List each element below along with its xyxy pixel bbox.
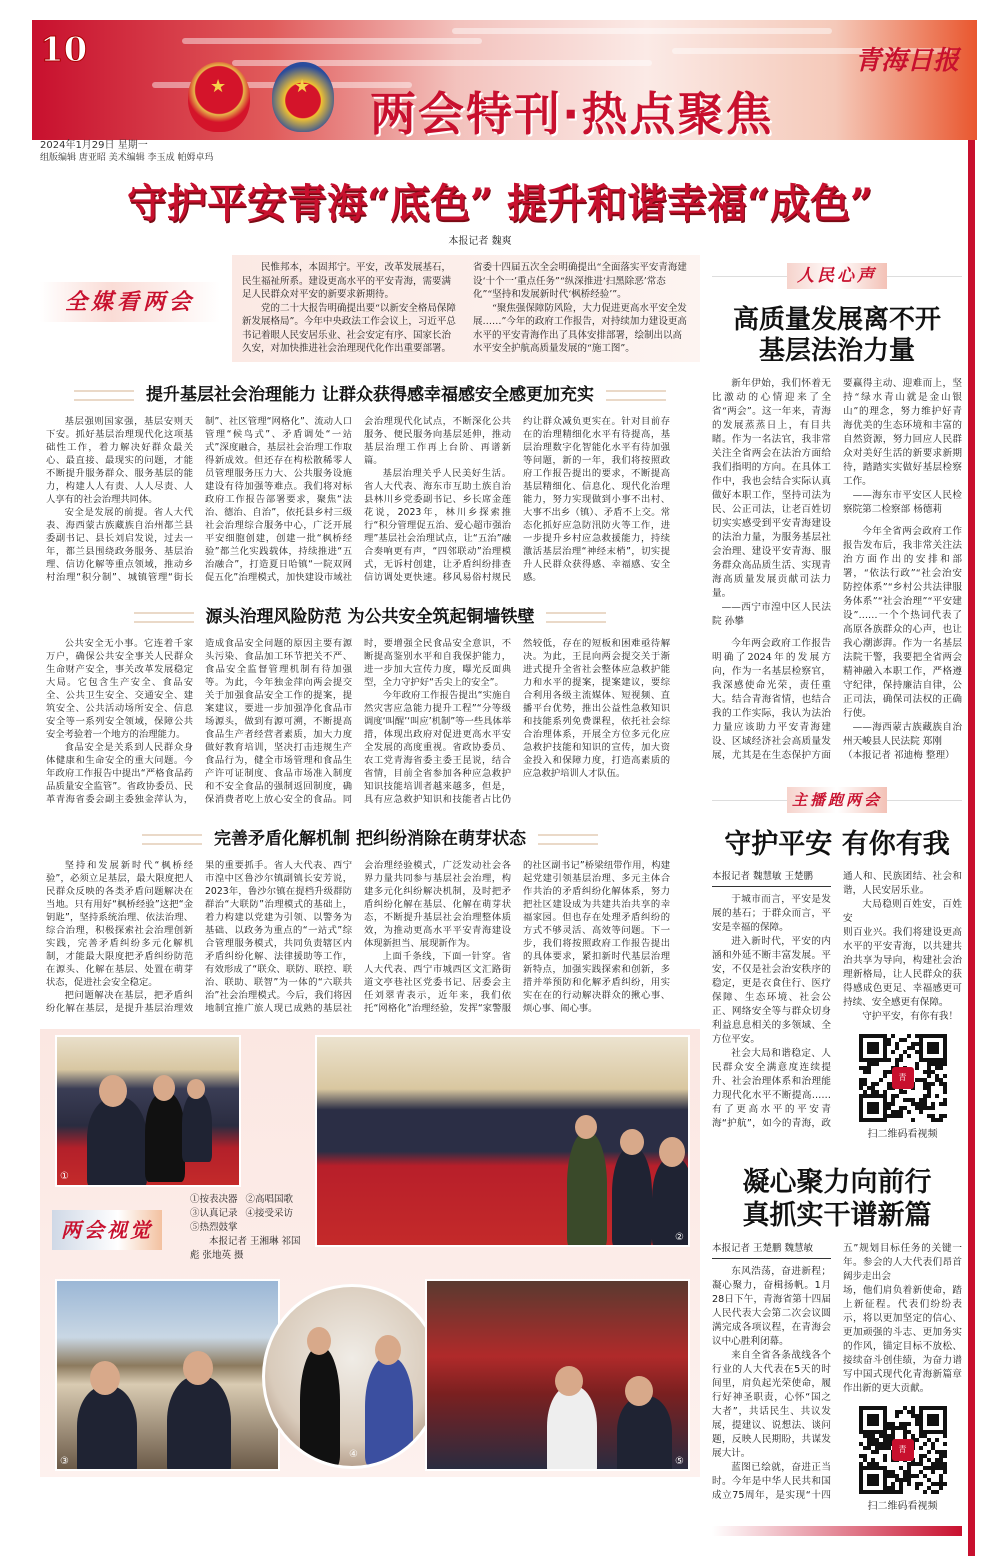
national-emblem-icon: ★ <box>188 62 250 132</box>
voices-label: 人民心声 <box>787 263 887 289</box>
photo-marker: ② <box>675 1231 684 1243</box>
decorative-stripe <box>712 1526 962 1536</box>
title-line: 基层法治力量 <box>758 336 915 366</box>
paragraph: 坚持和发展新时代“枫桥经验”，必须立足基层，最大限度把人民群众反映的各类矛盾问题解决在当地。只有用好“枫桥经验”这把“金钥匙”，坚持系统治理、依法治理、综合治理，积极探索社会治理创新实践，完善矛盾纠纷多元化解机制，才能最大限度把矛盾纠纷防范在源头、化解在基层、处置在萌芽状态，促进社会安全稳定。 <box>46 859 193 988</box>
paragraph: 新年伊始，我们怀着无比激动的心情迎来了全省“两会”。这一年来，青海的发展蒸蒸日上，有目共睹。作为一名法官，我非常关注全省两会在法治方面给我们指明的方向。在具体工作中，我也会结合实际认真做好本职工作，坚持司法为民、公正司法，让老百姓切切实实感受到平安青海建设的法治力量，为服务基层社会治理、建设平安青海、服务群众高品质生活、实现青海高质量发展贡献司法力量。 <box>712 378 831 599</box>
paragraph: 东风浩荡，奋进新程；凝心聚力，奋楫扬帆。1月28日下午，青海省第十四届人民代表大会第二次会议圆满完成各项议程，在青海会议中心胜利闭幕。 <box>712 1266 831 1347</box>
photo-anthem <box>315 1035 690 1247</box>
signature: ——西宁市湟中区人民法院 孙攀 <box>712 602 831 627</box>
photo-section-label: 两会视觉 <box>52 1210 162 1250</box>
photo-marker: ⑤ <box>675 1455 684 1467</box>
anchor-byline: 本报记者 魏慧敏 王楚鹏 <box>712 870 831 887</box>
paragraph: 安全是发展的前提。省人大代表、海西蒙古族藏族自治州都兰县委副书记、县长刘启发说，过去一年，都兰县围绕政务服务、基层治理、信访化解等重点领域，推动乡村治理“积分制”、城镇管理“街长制”、社区管理“网格化”、流动人口管理“候鸟式”、矛盾调处“一站式”深度融合，基层社会治理工作取得新成效。但还存在构松散稀零人员管理服务压力大、公共服务设施建设有待加强等难点。我们将对标政府工作报告部署要求，聚焦“法治、德治、自治”，依托县乡村三级社会治理综合服务中心，广泛开展平安细胞创建，创建一批“枫桥经验”都兰化实践载体，持续推进“五治融合”，打造夏日哈镇“一院双网促五化”治理模式，加快建设市域社会治理现代化试点，不断深化公共服务、便民服务向基层延伸，推动基层治理工作再上台阶、再谱新篇。 <box>46 415 511 583</box>
section-heading: 源头治理风险防范 为公共安全筑起铜墙铁壁 <box>40 602 700 627</box>
paragraph: 进入新时代，平安的内涵和外延不断丰富发展。平安，不仅是社会治安秩序的稳定，更是衣食住行、医疗保障、生态环境、社会公正、网络安全等与群众切身利益息息相关的多领域、全方位平安。 <box>712 936 831 1045</box>
paragraph: 于城市而言，平安是发展的基石；于群众而言，平安是幸福的保障。 <box>712 894 831 933</box>
paragraph: 蓝图已绘就，奋进正当时。今年是中华人民共和国成立75周年，是实现“十四五”规划目标任务的关键一年。参会的人大代表们昂首阔步走出会 <box>712 1243 962 1501</box>
cppcc-emblem-icon: ★ <box>272 62 334 132</box>
paragraph: 今年政府工作报告提出“实施自然灾害应急能力提升工程”“分等级调度‘叫醒’‘叫应’机制”等一些具体举措，体现出政府对促进更高水平安全发展的高度重视。省政协委员、农工党青海省委主委王昆说，结合省情，目前全省参加各种应急救护知识技能培训者越来越多，但是，具有应急救护知识和技能者占比仍然较低，存在的短板和困难亟待解决。为此，王昆向两会提交关于渐进式提升全省社会整体应急救护能力和水平的提案，提案建议，要综合利用各级主流媒体、短视频、直播平台优势，推出公益性急救知识和技能系列免费课程，依托社会综合治理体系，开展全方位多元化应急救护技能和知识的宣传，加大资金投入和保障力度，打造高素质的应急救护培训人才队伍。 <box>364 637 670 805</box>
voices-label-row <box>712 263 962 291</box>
main-headline: 守护平安青海“底色” 提升和谐幸福“成色” <box>127 180 873 227</box>
section-body <box>46 637 670 806</box>
photo-marker: ① <box>60 1170 69 1182</box>
signature: ——海西蒙古族藏族自治州天峻县人民法院 郑刚 <box>843 722 962 747</box>
main-column <box>40 255 700 1477</box>
qr-code-icon[interactable] <box>859 1406 947 1494</box>
paragraph: 上面千条线，下面一针穿。省人大代表、西宁市城西区文汇路街道文亭巷社区党委书记、居委会主任刘翠青表示，近年来，我们依托“网格化”治理经验，发挥“家警服的社区副书记”桥梁纽带作用，构建起党建引领基层治理、多元主体合作共治的矛盾纠纷化解体系，努力把社区建设成为共建共治共享的幸福家园。但也存在处理矛盾纠纷的方式不够灵活、高效等问题。下一步，我们将按照政府工作报告提出的具体要求，紧扣新时代基层治理新特点，加强实践探索和创新，多措并举预防和化解矛盾纠纷，用实实在在的行动解决群众的揪心事、烦心事、闹心事。 <box>364 859 670 1014</box>
paragraph: 守护平安，有你有我！ <box>862 1011 959 1022</box>
caption: ②高唱国歌 <box>245 1193 294 1205</box>
closing-title <box>712 1166 962 1232</box>
qr-caption: 扫二维码看视频 <box>867 1501 938 1512</box>
paragraph: 公共安全无小事。它连着千家万户，确保公共安全事关人民群众生命财产安全，事关改革发展稳定大局。它包含生产安全、食品安全、公共卫生安全、交通安全、建筑安全、公共活动场所安全、信息安全等一系列安全领域，保障公共安全考验着一个地方的治理能力。 <box>46 637 193 740</box>
anchor-body <box>712 870 962 1142</box>
qr-code-icon[interactable] <box>859 1034 947 1122</box>
closing-body <box>712 1242 962 1514</box>
page-number: 10 <box>40 30 88 70</box>
section-body <box>46 859 670 1015</box>
paragraph: 基层强则国家强，基层安则天下安。抓好基层治理现代化这项基础性工作，着力解决好群众最关心、最直接、最现实的问题，才能不断提升服务群众、服务基层的能力，构建人人有责、人人尽责、人人享有的社会治理共同体。 <box>46 415 193 505</box>
paragraph: 把问题解决在基层，把矛盾纠纷化解在基层，是提升基层治理效果的重要抓手。省人大代表、西宁市湟中区鲁沙尔镇副镇长安芳说，2023年，鲁沙尔镇在提档升级群防群治“大联防”治理模式的基础上，着力构建以党建为引领、以警务为基础、以政务为重点的“一站式”综合管理服务模式，共同负责辖区内矛盾纠纷化解、法律援助等工作，有效形成了“联众、联防、联控、联治、联助、联智”为一体的“六联共治”社会治理模式。今后，我们将因地制宜推广旅人现已成熟的基层社会治理经验模式，广泛发动社会各界力量共同参与基层社会治理，构建多元化纠纷解决机制，及时把矛盾纠纷化解在基层、化解在萌芽状态，不断提升基层社会治理整体质效，为推动更高水平平安青海建设体现新担当、展现新作为。 <box>46 859 511 1014</box>
voices-body <box>712 377 962 763</box>
qr-logo-icon: 青 <box>892 1439 914 1461</box>
photo-captions <box>190 1193 308 1263</box>
anchor-label: 主播跑两会 <box>787 787 887 813</box>
caption: ③认真记录 <box>190 1207 238 1219</box>
column-label: 全媒看两会 <box>40 282 220 322</box>
closing-byline: 本报记者 王楚鹏 魏慧敏 <box>712 1242 831 1259</box>
main-byline: 本报记者 魏爽 <box>448 236 512 247</box>
photo-credit: 本报记者 王湘琳 祁国彪 张地英 摄 <box>190 1235 301 1261</box>
photo-recording <box>55 1279 280 1471</box>
anchor-title: 守护平安 有你有我 <box>724 829 950 860</box>
photo-marker: ④ <box>349 1448 358 1460</box>
title-line: 真抓实干谱新篇 <box>742 1200 932 1231</box>
section-body <box>46 415 670 584</box>
paragraph: 场，他们肩负着新使命，踏上新征程。代表们纷纷表示，将以更加坚定的信心、更加顽强的斗志、更加务实的作风，锚定目标不放松、接续奋斗创佳绩，为奋力谱写中国式现代化青海新篇章作出新的更大贡献。 <box>843 1285 962 1394</box>
photo-interview <box>262 1284 442 1469</box>
anchor-label-row <box>712 787 962 815</box>
voices-title <box>712 305 962 367</box>
sidebar-column <box>708 255 966 1536</box>
editors-credit: 组版编辑 唐亚昭 美术编辑 李玉成 帕姆卓玛 <box>40 153 214 163</box>
intro-paragraph: 民惟邦本，本固邦宁。平安，改革发展基石，民生福祉所系。建设更高水平的平安青海，需要满足人民群众对平安的新要求新期待。 <box>242 262 452 300</box>
signature: ——海东市平安区人民检察院第二检察部 杨德莉 <box>843 490 962 515</box>
compiler-note: （本报记者 祁迪梅 整理） <box>843 750 955 761</box>
caption: ①按表决器 <box>190 1193 238 1205</box>
paragraph: 基层治理关乎人民美好生活。省人大代表、海东市互助土族自治县林川乡党委副书记、乡长席金莲花说，2023年，林川乡探索推行“积分管理促五治、爱心超市强治理”基层社会治理试点，让“五治”融合奏响更有声，“四邻联动”治理模式，无诉村创建，让矛盾纠纷排查信访调处更快速。移风易俗村规民约让群众减负更实在。针对目前存在的治理精细化水平有待提高，基层治理数字化智能化水平有待加强等问题，新的一年，我们将按照政府工作报告提出的要求，不断提高基层精细化、信息化、现代化治理能力，努力实现做到小事不出村、大事不出乡（镇）、矛盾不上交。常态化抓好应急防汛防火等工作，进一步提升乡村应急救援能力，持续激活基层治理“神经末梢”，切实提升人民群众获得感、幸福感、安全感。 <box>364 415 670 583</box>
photo-voting <box>55 1035 241 1187</box>
paragraph: 今年两会政府工作报告明确了2024年的发展方向，作为一名基层检察官，我深感使命光荣，责任重大。结合青海省情，也结合我的工作实际，我认为法治力量应该助力平安青海建设、区域经济社会高质量发展，尤其是在生态保护方面要赢得主动、迎难而上，坚持“绿水青山就是金山银山”的理念，努力维护好青海优美的生态环境和丰富的自然资源，努力回应人民群众对美好生活的新要求新期待，踏踏实实做好基层检察工作。 <box>712 378 962 761</box>
caption: ④接受采访 <box>245 1207 294 1219</box>
intro-paragraph: “聚焦强保障防风险，大力促进更高水平安全发展……”今年的政府工作报告，对持续加力建设更高水平的平安青海作出了具体安排部署，绘制出以高水平安全护航高质量发展的“施工图”。 <box>473 302 687 354</box>
caption: ⑤热烈鼓掌 <box>190 1221 238 1233</box>
special-edition-title: 两会特刊·热点聚焦 <box>370 87 774 141</box>
intro-paragraph: 党的二十大报告明确提出要“以新安全格局保障新发展格局”。今年中央政法工作会议上，习近平总书记着眼人民安居乐业、社会安定有序、国家长治久安，对加快推进社会治理现代化作出重要部署。省委十四届五次全会明确提出“全面落实平安青海建设‘十个一’重点任务”“纵深推进‘扫黑除恶’常态化”“坚持和发展新时代‘枫桥经验’”。 <box>242 262 687 354</box>
intro-box <box>232 255 700 362</box>
qr-caption: 扫二维码看视频 <box>867 1129 938 1140</box>
newspaper-logo: 青海日报 <box>855 46 960 76</box>
section-heading: 完善矛盾化解机制 把纠纷消除在萌芽状态 <box>40 824 700 849</box>
qr-block <box>843 1024 962 1142</box>
title-line: 高质量发展离不开 <box>732 305 941 335</box>
photo-applause <box>425 1279 690 1471</box>
photo-marker: ③ <box>60 1455 69 1467</box>
issue-date: 2024年1月29日 星期一 <box>40 140 148 151</box>
paragraph: 食品安全是关系到人民群众身体健康和生命安全的重大问题。今年政府工作报告中提出“严格食品药品质量安全监管”。省政协委员、民革青海省委会副主委独金萍认为，造成食品安全问题的原因主要有源头污染、食品加工环节把关不严、食品安全监督管理机制有待加强等。为此，今年独金萍向两会提交关于加强食品安全工作的提案，提案建议，要进一步加强净化食品市场源头，做到有源可溯，不断提高食品生产者经营者素质，加大力度做好教育培训，坚决打击违规生产食品行为，健全市场管理和食品生产许可证制度、食品市场准入制度和不安全食品的强制返回制度，确保消费者吃上放心安全的食品。同时，要增强全民食品安全意识，不断提高鉴别水平和自我保护能力，进一步加大宣传力度，曝光反面典型，全力守护好“舌尖上的安全”。 <box>46 637 511 805</box>
paragraph: 来自全省各条战线各个行业的人大代表在5天的时间里，肩负起光荣使命，履行好神圣职责，心怀“国之大者”，共话民生、共议发展，提建议、说想法、谈问题，反映人民期盼，共谋发展大计。 <box>712 1350 831 1459</box>
paragraph: 今年全省两会政府工作报告发布后，我非常关注法治方面作出的安排和部署，“依法行政”“社会治安防控体系”“乡村公共法律服务体系”“社会治理”“平安建设”……一个个热词代表了高原各族群众的心声，也让我心潮澎湃。作为一名基层法院干警，我要把全省两会精神融入本职工作，严格遵守纪律，保持廉洁自律，公正司法，确保司法权的正确行使。 <box>843 526 962 719</box>
photo-area <box>40 1029 700 1477</box>
page-frame <box>0 140 975 1556</box>
qr-logo-icon: 青 <box>892 1067 914 1089</box>
title-line: 凝心聚力向前行 <box>742 1167 932 1198</box>
paragraph: 大局稳则百姓安，百姓安 <box>843 899 962 924</box>
intro-row <box>40 255 700 362</box>
section-heading: 提升基层社会治理能力 让群众获得感幸福感安全感更加充实 <box>40 380 700 405</box>
paragraph: 则百业兴。我们将建设更高水平的平安青海，以共建共治共享为导向，构建社会治理新格局，让人民群众的获得感成色更足、幸福感更可持续、安全感更有保障。 <box>843 927 962 1008</box>
paragraph: 社会大局和谐稳定、人民群众安全满意度连续提升、社会治理体系和治理能力现代化水平不断提高……有了更高水平的平安青海“护航”，如今的青海，政通人和、民族团结、社会和谐，人民安居乐业。 <box>712 871 962 1129</box>
